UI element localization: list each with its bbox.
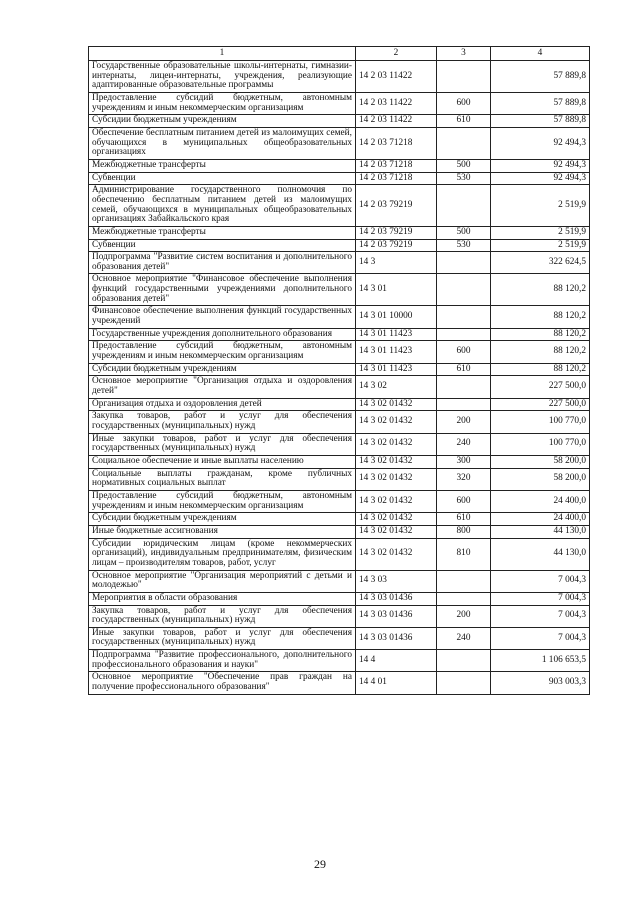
row-name: Межбюджетные трансферты [89, 159, 356, 172]
row-code: 14 3 03 01436 [356, 605, 437, 627]
row-code: 14 2 03 11422 [356, 115, 437, 128]
table-row [89, 61, 590, 93]
row-code: 14 3 02 [356, 376, 437, 398]
table-row [89, 92, 590, 114]
row-code: 14 3 02 01432 [356, 411, 437, 433]
row-code: 14 4 [356, 650, 437, 672]
row-amount: 24 400,0 [491, 513, 590, 526]
row-amount: 903 003,3 [491, 672, 590, 694]
table-row [89, 455, 590, 468]
header-col-4: 4 [491, 47, 590, 61]
row-expense-type [437, 306, 491, 328]
row-expense-type [437, 328, 491, 341]
row-name: Администрирование государственного полномочия по обеспечению бесплатным питанием детей из малоимущих семей, обучающихся в муниципальных общеобразовательных организациях Забайкальского края [89, 185, 356, 227]
row-expense-type: 500 [437, 226, 491, 239]
row-expense-type [437, 61, 491, 93]
row-amount: 44 130,0 [491, 538, 590, 570]
row-expense-type [437, 127, 491, 159]
row-code: 14 3 03 01436 [356, 592, 437, 605]
row-expense-type [437, 592, 491, 605]
row-name: Субсидии бюджетным учреждениям [89, 115, 356, 128]
header-col-2: 2 [356, 47, 437, 61]
row-name: Социальное обеспечение и иные выплаты населению [89, 455, 356, 468]
row-code: 14 3 01 10000 [356, 306, 437, 328]
row-expense-type: 300 [437, 455, 491, 468]
row-expense-type: 600 [437, 92, 491, 114]
row-expense-type: 200 [437, 605, 491, 627]
row-expense-type: 810 [437, 538, 491, 570]
table-row [89, 239, 590, 252]
row-name: Обеспечение бесплатным питанием детей из малоимущих семей, обучающихся в муниципальных общеобразовательных организациях [89, 127, 356, 159]
row-amount: 227 500,0 [491, 398, 590, 411]
row-amount: 58 200,0 [491, 468, 590, 490]
table-row [89, 185, 590, 227]
table-row [89, 274, 590, 306]
row-expense-type [437, 274, 491, 306]
table-row [89, 468, 590, 490]
row-expense-type: 530 [437, 239, 491, 252]
table-row [89, 159, 590, 172]
row-code: 14 2 03 71218 [356, 127, 437, 159]
page-number: 29 [314, 857, 326, 871]
row-name: Предоставление субсидий бюджетным, автономным учреждениям и иным некоммерческим организациям [89, 490, 356, 512]
row-amount: 88 120,2 [491, 341, 590, 363]
row-code: 14 2 03 79219 [356, 239, 437, 252]
row-code: 14 3 02 01432 [356, 525, 437, 538]
table-row [89, 570, 590, 592]
row-name: Иные закупки товаров, работ и услуг для обеспечения государственных (муниципальных) нужд [89, 433, 356, 455]
row-amount: 88 120,2 [491, 328, 590, 341]
row-expense-type [437, 570, 491, 592]
row-code: 14 2 03 79219 [356, 185, 437, 227]
row-code: 14 3 02 01432 [356, 455, 437, 468]
row-code: 14 2 03 71218 [356, 172, 437, 185]
row-code: 14 3 02 01432 [356, 433, 437, 455]
row-expense-type: 500 [437, 159, 491, 172]
row-code: 14 3 01 [356, 274, 437, 306]
row-code: 14 3 [356, 252, 437, 274]
table-row [89, 398, 590, 411]
table-row [89, 376, 590, 398]
header-row [89, 47, 590, 61]
table-row [89, 252, 590, 274]
row-code: 14 2 03 79219 [356, 226, 437, 239]
row-expense-type: 530 [437, 172, 491, 185]
table-row [89, 433, 590, 455]
row-expense-type: 800 [437, 525, 491, 538]
header-col-1: 1 [89, 47, 356, 61]
row-amount: 100 770,0 [491, 433, 590, 455]
table-row [89, 627, 590, 649]
row-name: Межбюджетные трансферты [89, 226, 356, 239]
row-amount: 88 120,2 [491, 306, 590, 328]
row-name: Государственные учреждения дополнительного образования [89, 328, 356, 341]
table-row [89, 605, 590, 627]
row-name: Иные закупки товаров, работ и услуг для обеспечения государственных (муниципальных) нужд [89, 627, 356, 649]
row-amount: 92 494,3 [491, 159, 590, 172]
table-row [89, 490, 590, 512]
row-amount: 7 004,3 [491, 570, 590, 592]
row-amount: 2 519,9 [491, 239, 590, 252]
table-row [89, 363, 590, 376]
row-amount: 1 106 653,5 [491, 650, 590, 672]
table-row [89, 172, 590, 185]
row-expense-type [437, 185, 491, 227]
row-expense-type: 610 [437, 513, 491, 526]
row-code: 14 3 01 11423 [356, 328, 437, 341]
table-body [89, 61, 590, 695]
table-row [89, 411, 590, 433]
row-name: Финансовое обеспечение выполнения функций государственных учреждений [89, 306, 356, 328]
row-expense-type [437, 252, 491, 274]
header-col-3: 3 [437, 47, 491, 61]
table-row [89, 672, 590, 694]
table-row [89, 513, 590, 526]
row-name: Закупка товаров, работ и услуг для обеспечения государственных (муниципальных) нужд [89, 605, 356, 627]
row-code: 14 3 03 01436 [356, 627, 437, 649]
row-code: 14 3 02 01432 [356, 538, 437, 570]
row-code: 14 2 03 11422 [356, 61, 437, 93]
row-amount: 100 770,0 [491, 411, 590, 433]
row-amount: 88 120,2 [491, 363, 590, 376]
row-amount: 92 494,3 [491, 127, 590, 159]
row-amount: 7 004,3 [491, 592, 590, 605]
row-code: 14 4 01 [356, 672, 437, 694]
row-name: Иные бюджетные ассигнования [89, 525, 356, 538]
row-code: 14 3 02 01432 [356, 398, 437, 411]
row-code: 14 3 02 01432 [356, 468, 437, 490]
row-name: Субсидии бюджетным учреждениям [89, 513, 356, 526]
table-row [89, 650, 590, 672]
row-code: 14 3 01 11423 [356, 341, 437, 363]
row-expense-type [437, 672, 491, 694]
row-name: Подпрограмма "Развитие профессионального, дополнительного профессионального образования и науки" [89, 650, 356, 672]
row-name: Подпрограмма "Развитие систем воспитания и дополнительного образования детей" [89, 252, 356, 274]
row-expense-type: 240 [437, 627, 491, 649]
row-name: Основное мероприятие "Финансовое обеспечение выполнения функций государственными учреждениями дополнительного образования детей" [89, 274, 356, 306]
row-name: Организация отдыха и оздоровления детей [89, 398, 356, 411]
row-amount: 57 889,8 [491, 92, 590, 114]
row-amount: 322 624,5 [491, 252, 590, 274]
row-amount: 7 004,3 [491, 605, 590, 627]
row-amount: 2 519,9 [491, 185, 590, 227]
row-expense-type: 610 [437, 363, 491, 376]
row-name: Субвенции [89, 172, 356, 185]
table-row [89, 525, 590, 538]
row-amount: 7 004,3 [491, 627, 590, 649]
row-name: Субвенции [89, 239, 356, 252]
table-row [89, 341, 590, 363]
row-expense-type: 600 [437, 341, 491, 363]
row-amount: 88 120,2 [491, 274, 590, 306]
row-name: Государственные образовательные школы-интернаты, гимназии-интернаты, лицеи-интернаты, учреждения, реализующие адаптированные образовательные программы [89, 61, 356, 93]
row-name: Закупка товаров, работ и услуг для обеспечения государственных (муниципальных) нужд [89, 411, 356, 433]
row-expense-type: 600 [437, 490, 491, 512]
row-amount: 57 889,8 [491, 61, 590, 93]
row-name: Основное мероприятие "Организация мероприятий с детьми и молодежью" [89, 570, 356, 592]
row-amount: 227 500,0 [491, 376, 590, 398]
row-amount: 58 200,0 [491, 455, 590, 468]
row-expense-type [437, 376, 491, 398]
table-row [89, 226, 590, 239]
table-row [89, 592, 590, 605]
table-row [89, 306, 590, 328]
row-code: 14 3 03 [356, 570, 437, 592]
row-amount: 24 400,0 [491, 490, 590, 512]
row-name: Мероприятия в области образования [89, 592, 356, 605]
table-row [89, 328, 590, 341]
row-name: Основное мероприятие "Обеспечение прав граждан на получение профессионального образования" [89, 672, 356, 694]
row-name: Социальные выплаты гражданам, кроме публичных нормативных социальных выплат [89, 468, 356, 490]
row-code: 14 2 03 71218 [356, 159, 437, 172]
row-amount: 2 519,9 [491, 226, 590, 239]
row-amount: 92 494,3 [491, 172, 590, 185]
row-code: 14 3 01 11423 [356, 363, 437, 376]
row-expense-type [437, 650, 491, 672]
row-amount: 57 889,8 [491, 115, 590, 128]
budget-table [88, 46, 590, 695]
row-expense-type: 320 [437, 468, 491, 490]
row-name: Основное мероприятие "Организация отдыха и оздоровления детей" [89, 376, 356, 398]
row-code: 14 2 03 11422 [356, 92, 437, 114]
row-name: Субсидии юридическим лицам (кроме некоммерческих организаций), индивидуальным предпринимателям, физическим лицам – производителям товаров, работ, услуг [89, 538, 356, 570]
row-expense-type: 200 [437, 411, 491, 433]
row-code: 14 3 02 01432 [356, 490, 437, 512]
table-row [89, 115, 590, 128]
table-row [89, 538, 590, 570]
row-name: Субсидии бюджетным учреждениям [89, 363, 356, 376]
row-expense-type [437, 398, 491, 411]
row-expense-type: 240 [437, 433, 491, 455]
row-name: Предоставление субсидий бюджетным, автономным учреждениям и иным некоммерческим организациям [89, 341, 356, 363]
row-code: 14 3 02 01432 [356, 513, 437, 526]
row-amount: 44 130,0 [491, 525, 590, 538]
row-expense-type: 610 [437, 115, 491, 128]
table-row [89, 127, 590, 159]
row-name: Предоставление субсидий бюджетным, автономным учреждениям и иным некоммерческим организациям [89, 92, 356, 114]
